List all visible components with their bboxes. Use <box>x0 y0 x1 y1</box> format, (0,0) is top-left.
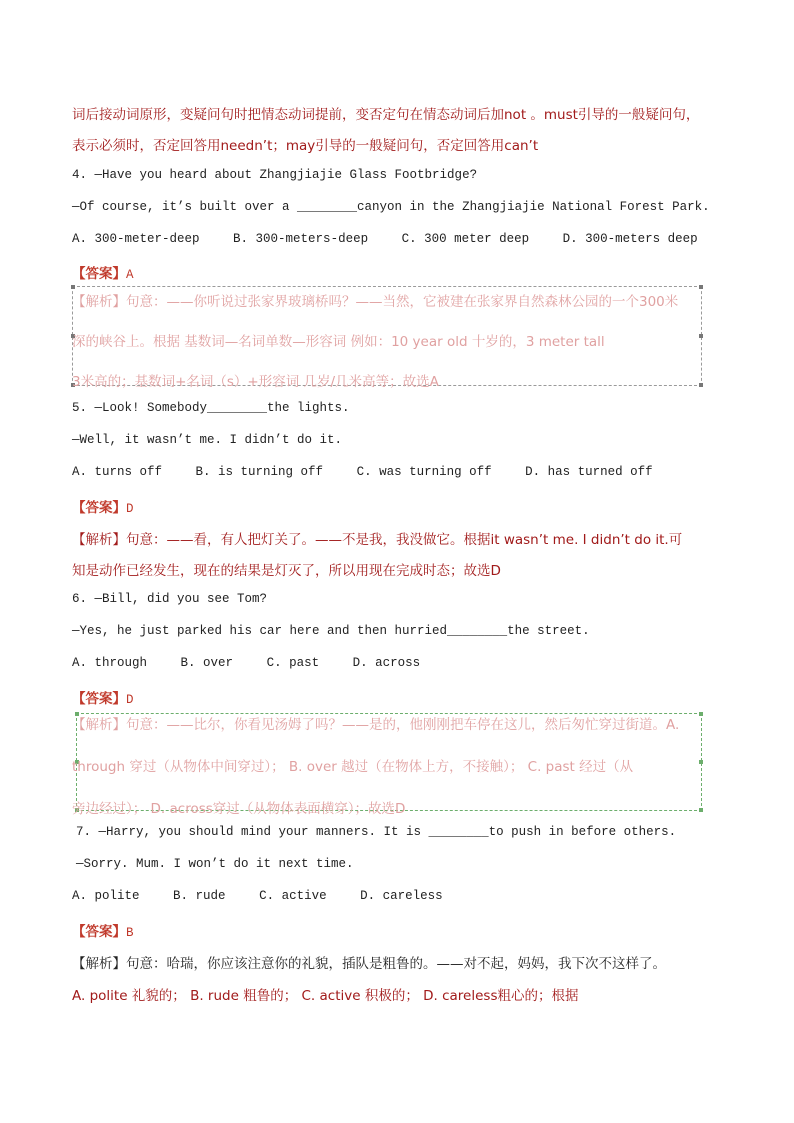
q4-answer-value: A <box>126 268 134 282</box>
q4-option-a: A. 300-meter-deep <box>72 232 200 246</box>
q6-options <box>72 656 446 670</box>
q6-analysis-2: through 穿过（从物体中间穿过）； B. over 越过（在物体上方，不接触）； C. past 经过（从 <box>72 759 634 775</box>
q5-option-a: A. turns off <box>72 465 163 479</box>
q6-answer-value: D <box>126 693 134 707</box>
q4-analysis-2: 深的峡谷上。根据 基数词—名词单数—形容词 例如：10 year old 十岁的，3 meter tall <box>72 334 605 350</box>
q4-option-d: D. 300-meters deep <box>562 232 698 246</box>
q7-option-c: C. active <box>259 889 327 903</box>
q6-answer-label: 【答案】 <box>72 691 126 707</box>
q6-line-2: —Yes, he just parked his car here and then hurried________the street. <box>72 624 590 638</box>
q4-line-2: —Of course, it’s built over a ________canyon in the Zhangjiajie National Forest Park. <box>72 200 710 214</box>
q7-line-2: —Sorry. Mum. I won’t do it next time. <box>76 857 354 871</box>
q7-options <box>72 889 469 903</box>
q7-analysis-1: 【解析】句意：哈瑞，你应该注意你的礼貌，插队是粗鲁的。——对不起，妈妈，我下次不这样了。 <box>72 956 666 972</box>
q4-options <box>72 232 724 246</box>
q5-stem: 5. —Look! Somebody________the lights. <box>72 401 350 415</box>
q5-option-b: B. is turning off <box>195 465 324 479</box>
q7-answer-value: B <box>126 926 134 940</box>
q6-option-a: A. through <box>72 656 148 670</box>
q6-option-b: B. over <box>180 656 234 670</box>
q7-option-d: D. careless <box>360 889 443 903</box>
q4-analysis-3: 3米高的；基数词+名词（s）+形容词 几岁/几米高等；故选A <box>72 374 439 390</box>
q7-option-b: B. rude <box>173 889 226 903</box>
q5-analysis-1: 【解析】句意：——看，有人把灯关了。——不是我，我没做它。根据it wasn’t me. I didn’t do it.可 <box>72 532 683 548</box>
q4-answer <box>72 262 134 282</box>
q6-analysis-3: 旁边经过）； D. across穿过（从物体表面横穿）；故选D <box>72 801 406 817</box>
q6-answer <box>72 687 134 707</box>
q7-analysis-2: A. polite 礼貌的； B. rude 粗鲁的； C. active 积极的； D. careless粗心的；根据 <box>72 988 579 1004</box>
intro-line-2: 表示必须时，否定回答用needn’t；may引导的一般疑问句，否定回答用can’t <box>72 138 539 154</box>
q7-stem: 7. —Harry, you should mind your manners. It is ________to push in before others. <box>76 825 677 839</box>
q5-option-d: D. has turned off <box>525 465 653 479</box>
q4-answer-label: 【答案】 <box>72 266 126 282</box>
q5-options <box>72 465 679 479</box>
q5-answer-value: D <box>126 502 134 516</box>
q5-option-c: C. was turning off <box>356 465 492 479</box>
q7-option-a: A. polite <box>72 889 140 903</box>
q5-answer-label: 【答案】 <box>72 500 126 516</box>
q5-answer <box>72 496 134 516</box>
q6-option-d: D. across <box>352 656 421 670</box>
q6-option-c: C. past <box>266 656 320 670</box>
q7-answer <box>72 920 134 940</box>
q6-stem: 6. —Bill, did you see Tom? <box>72 592 268 606</box>
q7-answer-label: 【答案】 <box>72 924 126 940</box>
q4-option-b: B. 300-meters-deep <box>233 232 369 246</box>
q5-analysis-2: 知是动作已经发生，现在的结果是灯灭了，所以用现在完成时态；故选D <box>72 563 501 579</box>
q4-analysis-1: 【解析】句意：——你听说过张家界玻璃桥吗？——当然，它被建在张家界自然森林公园的一个300米 <box>72 294 679 310</box>
q6-analysis-1: 【解析】句意：——比尔，你看见汤姆了吗？——是的，他刚刚把车停在这儿，然后匆忙穿过街道。A. <box>72 717 680 733</box>
intro-line-1: 词后接动词原形，变疑问句时把情态动词提前，变否定句在情态动词后加not 。must引导的一般疑问句， <box>72 107 700 123</box>
q4-stem: 4. —Have you heard about Zhangjiajie Glass Footbridge? <box>72 168 478 182</box>
q4-option-c: C. 300 meter deep <box>401 232 530 246</box>
q5-line-2: —Well, it wasn’t me. I didn’t do it. <box>72 433 343 447</box>
